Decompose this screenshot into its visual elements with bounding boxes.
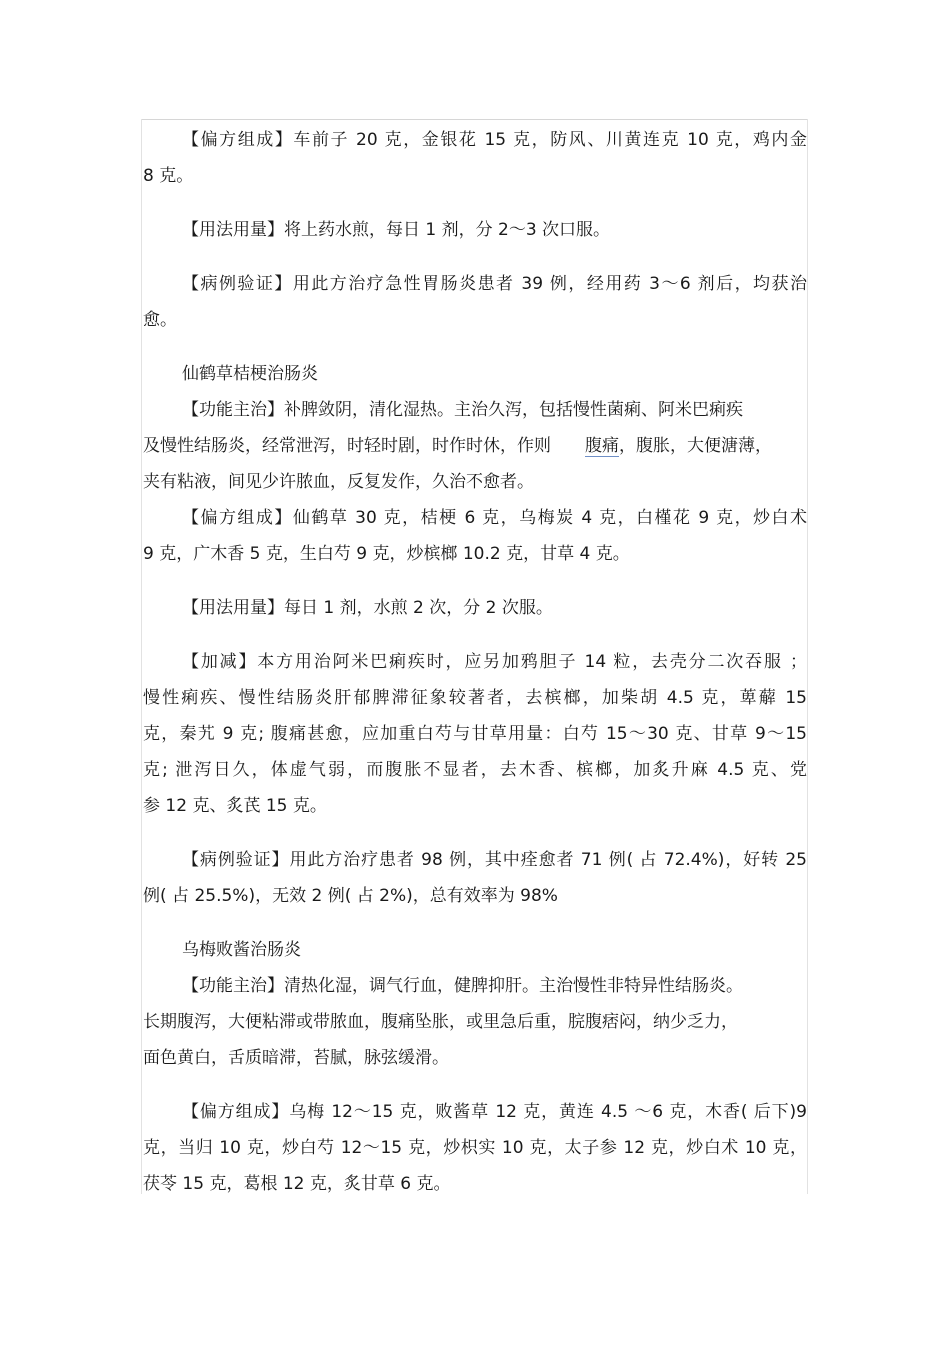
text-line: 【用法用量】每日 1 剂，水煎 2 次，分 2 次服。	[182, 598, 553, 618]
text-line: 【偏方组成】仙鹤草 30 克，桔梗 6 克，乌梅炭 4 克，白槿花 9 克，炒白术	[182, 508, 807, 528]
text-line: 慢性痢疾、慢性结肠炎肝郁脾滞征象较著者，去槟榔，加柴胡 4.5 克，萆薢 15	[143, 688, 807, 708]
text-line: 9 克，广木香 5 克，生白芍 9 克，炒槟榔 10.2 克，甘草 4 克。	[143, 544, 630, 564]
text-fragment: 及慢性结肠炎，经常泄泻，时轻时剧，时作时休，作则	[143, 436, 551, 456]
text-line: 愈。	[143, 310, 177, 330]
text-line: 克，秦艽 9 克; 腹痛甚愈，应加重白芍与甘草用量：白芍 15～30 克、甘草 9～15	[143, 724, 807, 744]
text-line: 【加减】本方用治阿米巴痢疾时，应另加鸦胆子 14 粒，去壳分二次吞服 ；	[182, 652, 807, 672]
text-line: 【用法用量】将上药水煎，每日 1 剂，分 2～3 次口服。	[182, 220, 611, 240]
text-line: 长期腹泻，大便粘滞或带脓血，腹痛坠胀，或里急后重，脘腹痞闷，纳少乏力，	[143, 1012, 738, 1032]
text-line: 面色黄白，舌质暗滞，苔腻，脉弦缓滑。	[143, 1048, 449, 1068]
frame-left-rule	[141, 119, 142, 1194]
text-line: 【病例验证】用此方治疗患者 98 例，其中痊愈者 71 例( 占 72.4%)，好转 25	[182, 850, 807, 870]
text-line: 夹有粘液，间见少许脓血，反复发作，久治不愈者。	[143, 472, 534, 492]
text-line: 【病例验证】用此方治疗急性胃肠炎患者 39 例，经用药 3～6 剂后，均获治	[182, 274, 807, 294]
text-line: 8 克。	[143, 166, 194, 186]
text-line: 【功能主治】补脾敛阴，清化湿热。主治久泻，包括慢性菌痢、阿米巴痢疾	[182, 400, 743, 420]
term-link[interactable]: 腹痛	[585, 436, 619, 456]
text-line	[143, 434, 807, 458]
text-line: 克; 泄泻日久，体虚气弱，而腹胀不显者，去木香、槟榔，加炙升麻 4.5 克、党	[143, 760, 807, 780]
section-heading: 乌梅败酱治肠炎	[182, 940, 301, 960]
text-line: 【功能主治】清热化湿，调气行血，健脾抑肝。主治慢性非特异性结肠炎。	[182, 976, 743, 996]
text-line: 茯苓 15 克，葛根 12 克，炙甘草 6 克。	[143, 1174, 451, 1194]
text-line: 参 12 克、炙芪 15 克。	[143, 796, 327, 816]
frame-right-rule	[807, 119, 808, 1194]
text-line: 例( 占 25.5%)，无效 2 例( 占 2%)，总有效率为 98%	[143, 886, 558, 906]
text-line: 【偏方组成】车前子 20 克，金银花 15 克，防风、川黄连克 10 克，鸡内金	[182, 130, 807, 150]
frame-top-rule	[141, 119, 807, 120]
text-fragment: ，腹胀，大便溏薄，	[619, 436, 772, 456]
text-line: 克，当归 10 克，炒白芍 12～15 克，炒枳实 10 克，太子参 12 克，炒白术 10 克，	[143, 1138, 807, 1158]
text-line: 【偏方组成】乌梅 12～15 克，败酱草 12 克，黄连 4.5 ～6 克，木香( 后下)9	[182, 1102, 807, 1122]
section-heading: 仙鹤草桔梗治肠炎	[182, 364, 318, 384]
